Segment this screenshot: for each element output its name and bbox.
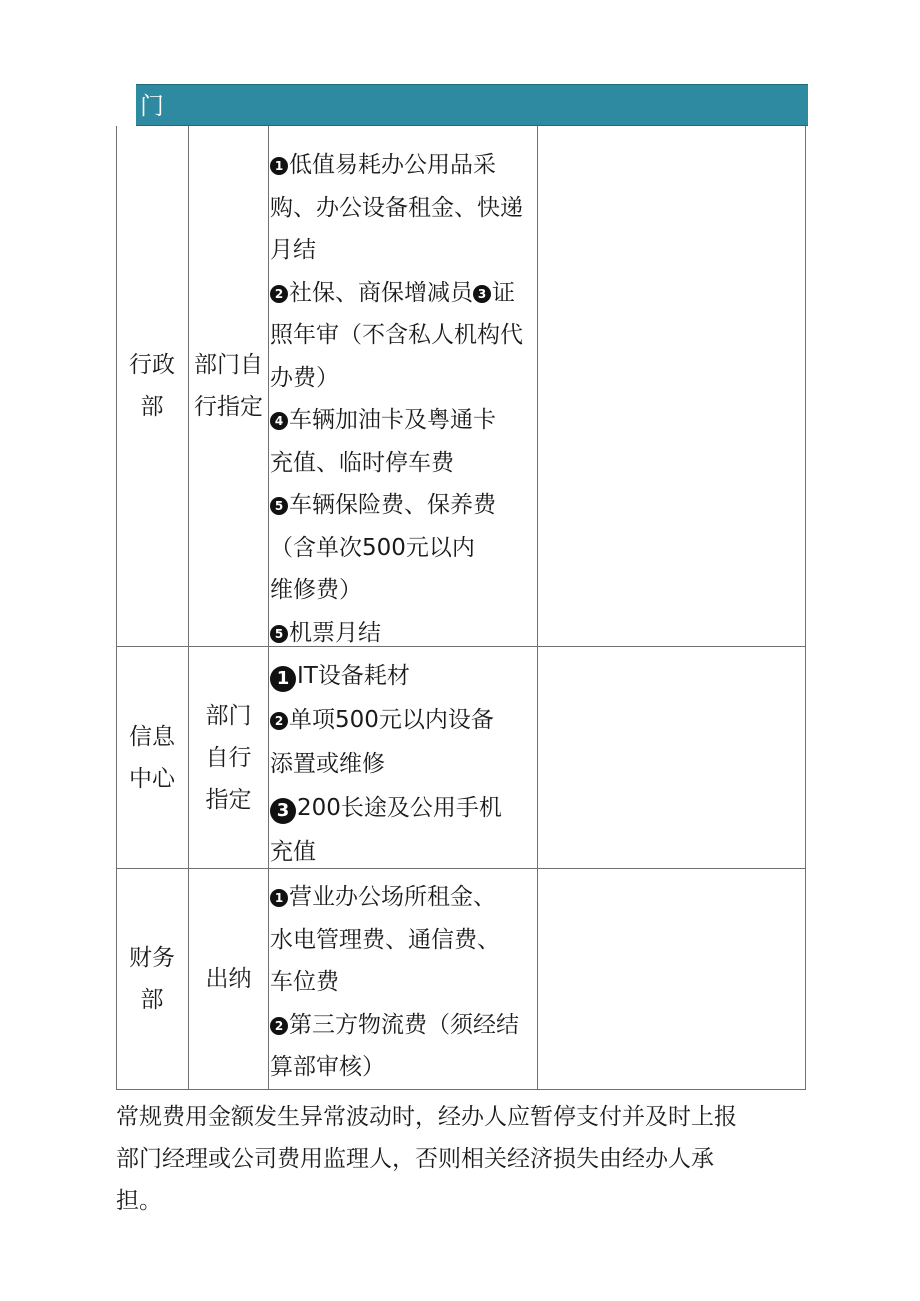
items-cell xyxy=(270,876,519,1089)
item-text: 充值、临时停车费 xyxy=(270,449,454,476)
item-text: 月结 xyxy=(270,237,316,263)
assign-label: 部门自 xyxy=(194,352,263,378)
assign-cell xyxy=(189,869,268,1089)
assign-label: 行指定 xyxy=(194,394,263,420)
dept-cell xyxy=(129,937,175,1021)
dept-cell xyxy=(129,344,175,428)
number-badge-icon: 3 xyxy=(473,285,491,303)
item-text: 维修费） xyxy=(270,577,362,603)
item-text: 200长途及公用手机 xyxy=(297,795,502,821)
dept-label: 中心 xyxy=(129,765,175,792)
item-text: 车辆保险费、保养费 xyxy=(289,492,496,518)
table-row xyxy=(116,869,188,1089)
number-badge-icon: 5 xyxy=(270,625,288,643)
number-badge-icon: 2 xyxy=(270,285,288,303)
item-text: 充值 xyxy=(270,839,316,865)
item-text: （含单次500元以内 xyxy=(270,534,475,561)
item-text: 证 xyxy=(492,279,515,306)
dept-label: 信息 xyxy=(129,723,175,750)
assign-label: 指定 xyxy=(205,786,252,813)
number-badge-icon: 1 xyxy=(270,889,288,907)
assign-label: 自行 xyxy=(205,744,252,771)
number-badge-icon: 2 xyxy=(270,1017,288,1035)
section-header-bar xyxy=(136,84,808,126)
assign-cell xyxy=(189,647,268,868)
item-text: 车位费 xyxy=(270,969,339,995)
item-text: 单项500元以内设备 xyxy=(289,707,494,733)
footnote-line: 担。 xyxy=(116,1188,162,1214)
column-divider xyxy=(537,126,538,1090)
item-text: 社保、商保增减员 xyxy=(289,279,473,306)
footnote-paragraph xyxy=(116,1096,806,1222)
dept-cell xyxy=(129,716,175,800)
assign-label: 部门 xyxy=(205,702,252,729)
item-text: 照年审（不含私人机构代 xyxy=(270,322,523,348)
footnote-line: 常规费用金额发生异常波动时，经办人应暂停支付并及时上报 xyxy=(116,1104,737,1130)
item-text: IT设备耗材 xyxy=(297,663,410,689)
assign-cell xyxy=(189,126,268,646)
table-border-bottom xyxy=(116,1089,806,1090)
table-row xyxy=(116,126,188,646)
dept-label: 财务 xyxy=(129,945,175,971)
expense-table xyxy=(116,126,806,1090)
number-badge-icon: 3 xyxy=(270,798,296,824)
item-text: 第三方物流费（须经结 xyxy=(289,1011,519,1038)
assign-label: 出纳 xyxy=(205,966,252,992)
dept-label: 行政 xyxy=(129,352,175,378)
items-cell xyxy=(270,654,502,874)
section-header-title: 门 xyxy=(140,92,164,120)
item-text: 机票月结 xyxy=(289,619,381,646)
item-text: 办费） xyxy=(270,364,339,391)
column-divider xyxy=(268,126,269,1090)
table-row xyxy=(116,647,188,868)
number-badge-icon: 1 xyxy=(270,666,296,692)
table-border-right xyxy=(805,126,806,1090)
number-badge-icon: 1 xyxy=(270,157,288,175)
number-badge-icon: 2 xyxy=(270,712,288,730)
item-text: 算部审核） xyxy=(270,1054,385,1080)
dept-label: 部 xyxy=(140,394,164,420)
footnote-line: 部门经理或公司费用监理人，否则相关经济损失由经办人承 xyxy=(116,1146,714,1172)
number-badge-icon: 4 xyxy=(270,412,288,430)
dept-label: 部 xyxy=(140,987,164,1013)
number-badge-icon: 5 xyxy=(270,497,288,515)
items-cell xyxy=(270,144,523,654)
item-text: 水电管理费、通信费、 xyxy=(270,926,500,953)
item-text: 营业办公场所租金、 xyxy=(289,884,496,910)
item-text: 车辆加油卡及粤通卡 xyxy=(289,407,496,433)
item-text: 购、办公设备租金、快递 xyxy=(270,194,523,221)
item-text: 添置或维修 xyxy=(270,751,385,777)
item-text: 低值易耗办公用品采 xyxy=(289,152,496,178)
